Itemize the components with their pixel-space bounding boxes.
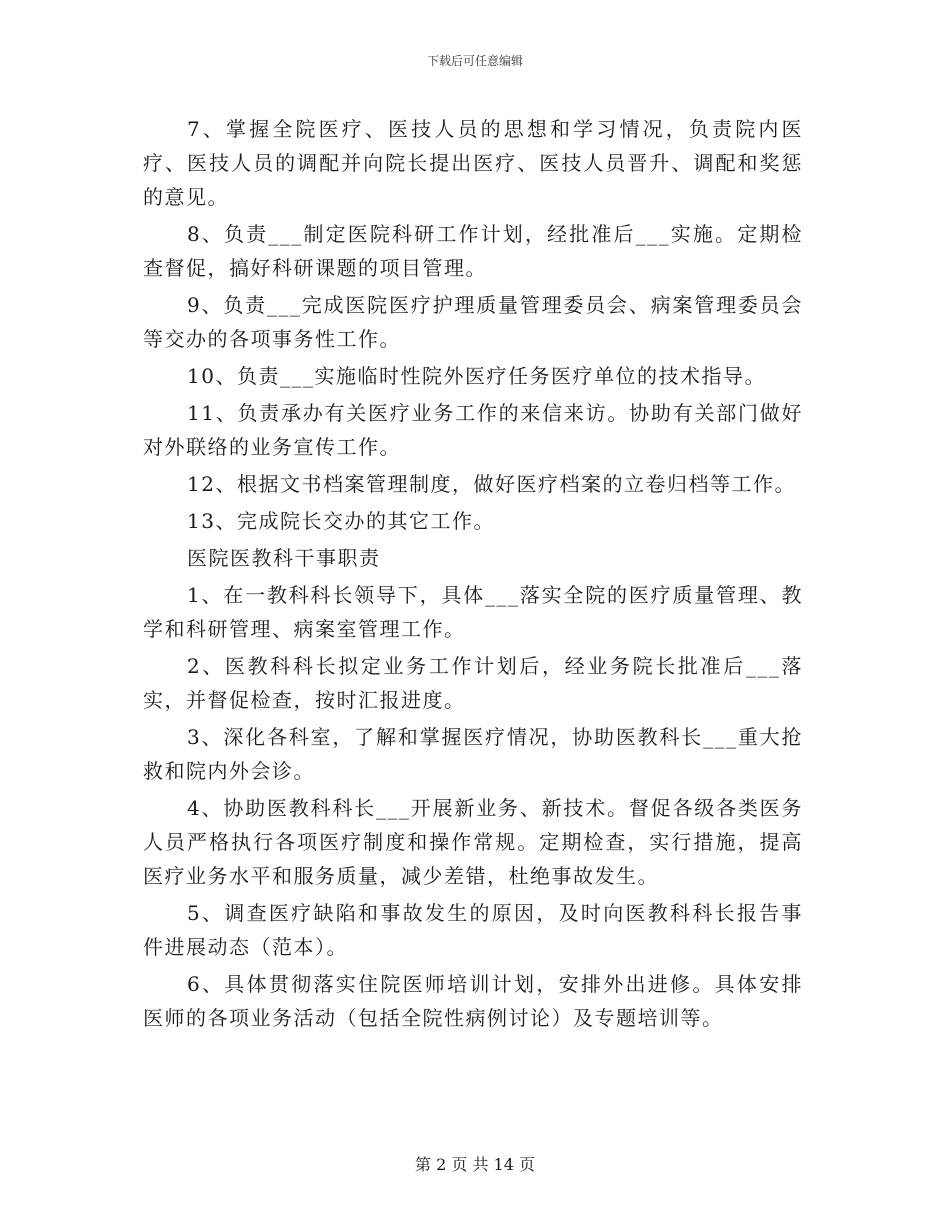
section-paragraph-6: 6、具体贯彻落实住院医师培训计划，安排外出进修。具体安排医师的各项业务活动（包括全院性病例讨论）及专题培训等。	[143, 972, 803, 1030]
paragraph-9: 9、负责___完成医院医疗护理质量管理委员会、病案管理委员会等交办的各项事务性工作。	[143, 293, 803, 351]
page-header: 下载后可任意编辑	[426, 54, 523, 68]
section-title: 医院医教科干事职责	[187, 546, 381, 570]
paragraph-8: 8、负责___制定医院科研工作计划，经批准后___实施。定期检查督促，搞好科研课题的项目管理。	[143, 222, 803, 280]
section-paragraph-5: 5、调查医疗缺陷和事故发生的原因，及时向医教科科长报告事件进展动态（范本）。	[143, 901, 803, 959]
paragraph-13: 13、完成院长交办的其它工作。	[187, 509, 495, 533]
section-paragraph-1: 1、在一教科科长领导下，具体___落实全院的医疗质量管理、教学和科研管理、病案室管理工作。	[143, 583, 803, 641]
page-number: 第 2 页 共 14 页	[415, 1155, 535, 1174]
paragraph-11: 11、负责承办有关医疗业务工作的来信来访。协助有关部门做好对外联络的业务宣传工作。	[143, 401, 803, 459]
section-paragraph-3: 3、深化各科室，了解和掌握医疗情况，协助医教科长___重大抢救和院内外会诊。	[143, 725, 803, 783]
section-paragraph-4: 4、协助医教科科长___开展新业务、新技术。督促各级各类医务人员严格执行各项医疗制度和操作常规。定期检查，实行措施，提高医疗业务水平和服务质量，减少差错，杜绝事故发生。	[143, 796, 803, 888]
document-body	[143, 112, 803, 1038]
paragraph-12: 12、根据文书档案管理制度，做好医疗档案的立卷归档等工作。	[187, 472, 796, 496]
paragraph-7: 7、掌握全院医疗、医技人员的思想和学习情况，负责院内医疗、医技人员的调配并向院长提出医疗、医技人员晋升、调配和奖惩的意见。	[143, 117, 803, 209]
section-paragraph-2: 2、医教科科长拟定业务工作计划后，经业务院长批准后___落实，并督促检查，按时汇报进度。	[143, 654, 803, 712]
paragraph-10: 10、负责___实施临时性院外医疗任务医疗单位的技术指导。	[187, 364, 766, 388]
